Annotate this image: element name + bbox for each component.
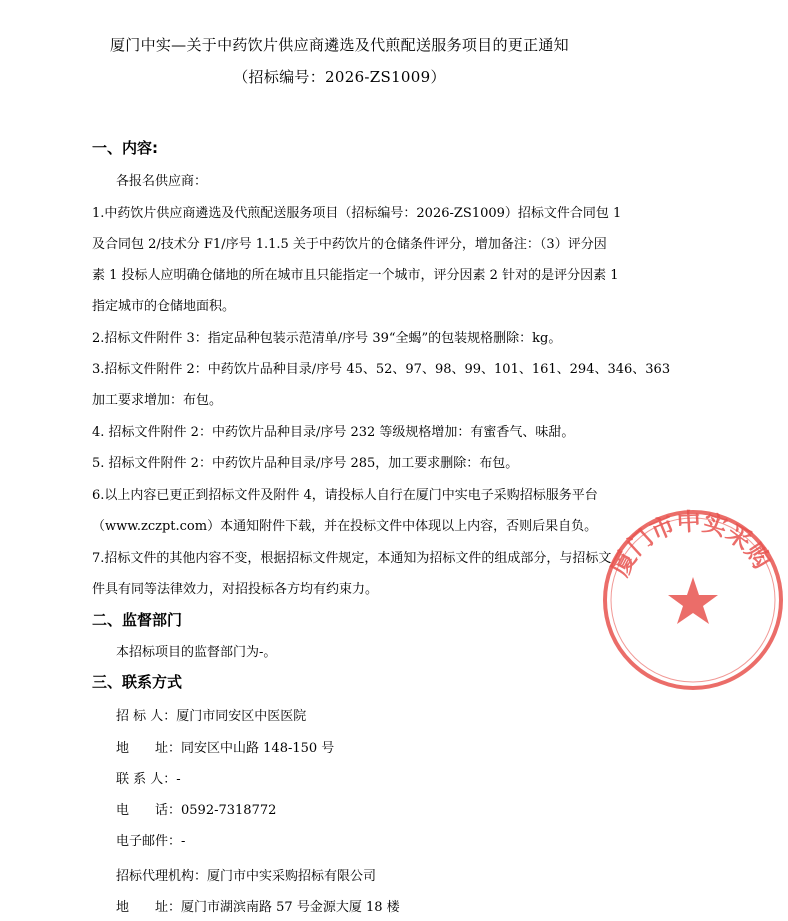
contact-label: 联 系 人： (116, 772, 177, 787)
section-heading-contact: 三、联系方式 (92, 673, 183, 691)
company-seal-stamp (598, 505, 788, 695)
agency-address-value: 厦门市湖滨南路 57 号金源大厦 18 楼 (181, 900, 400, 915)
item-1-line-3: 素 1 投标人应明确仓储地的所在城市且只能指定一个城市，评分因素 2 针对的是评分因素 1 (92, 268, 619, 283)
item-3-line-2: 加工要求增加：布包。 (92, 393, 223, 408)
tender-number: （招标编号：2026-ZS1009） (233, 68, 446, 86)
phone-row (116, 799, 276, 818)
supervision-text: 本招标项目的监督部门为-。 (116, 645, 277, 660)
tenderer-row (116, 705, 306, 724)
item-7-line-1: 7.招标文件的其他内容不变，根据招标文件规定，本通知为招标文件的组成部分，与招标文 (92, 551, 612, 566)
address-label: 地 址： (116, 741, 182, 756)
email-row (116, 830, 185, 849)
item-1-line-2: 及合同包 2/技术分 F1/序号 1.1.5 关于中药饮片的仓储条件评分，增加备注：（3）评分因 (92, 237, 607, 252)
item-4: 4. 招标文件附件 2：中药饮片品种目录/序号 232 等级规格增加：有蜜香气、味甜。 (92, 425, 575, 440)
agency-value: 厦门市中实采购招标有限公司 (207, 869, 377, 884)
agency-address-label: 地 址： (116, 900, 182, 915)
item-1-line-1: 1.中药饮片供应商遴选及代煎配送服务项目（招标编号：2026-ZS1009）招标文件合同包 1 (92, 206, 622, 221)
tenderer-label: 招 标 人： (116, 709, 177, 724)
section-heading-content: 一、内容: (92, 139, 158, 157)
address-row (116, 737, 334, 756)
item-7-line-2: 件具有同等法律效力，对招投标各方均有约束力。 (92, 582, 379, 597)
agency-address-row (116, 896, 400, 915)
document-title: 厦门中实—关于中药饮片供应商遴选及代煎配送服务项目的更正通知 (109, 36, 569, 54)
phone-label: 电 话： (116, 803, 182, 818)
item-6-line-2: （www.zczpt.com）本通知附件下载，并在投标文件中体现以上内容，否则后果自负。 (92, 519, 598, 534)
email-value: - (181, 834, 186, 849)
address-value: 同安区中山路 148-150 号 (181, 741, 335, 756)
item-6-line-1: 6.以上内容已更正到招标文件及附件 4，请投标人自行在厦门中实电子采购招标服务平台 (92, 488, 598, 503)
seal-star-icon (668, 577, 718, 624)
email-label: 电子邮件： (116, 834, 182, 849)
greeting: 各报名供应商： (116, 174, 208, 189)
contact-row (116, 768, 181, 787)
item-2: 2.招标文件附件 3：指定品种包装示范清单/序号 39“全蝎”的包装规格删除：kg。 (92, 331, 562, 346)
item-3-line-1: 3.招标文件附件 2：中药饮片品种目录/序号 45、52、97、98、99、101、161、294、346、363 (92, 362, 671, 377)
agency-row (116, 865, 376, 884)
item-5: 5. 招标文件附件 2：中药饮片品种目录/序号 285，加工要求删除：布包。 (92, 456, 519, 471)
agency-label: 招标代理机构： (116, 869, 208, 884)
item-1-line-4: 指定城市的仓储地面积。 (92, 299, 236, 314)
contact-value: - (176, 772, 181, 787)
tenderer-value: 厦门市同安区中医医院 (176, 709, 307, 724)
seal-text: 厦门市中实采购 (605, 506, 777, 581)
section-heading-supervision: 二、监督部门 (92, 611, 183, 629)
phone-value: 0592-7318772 (181, 803, 277, 818)
